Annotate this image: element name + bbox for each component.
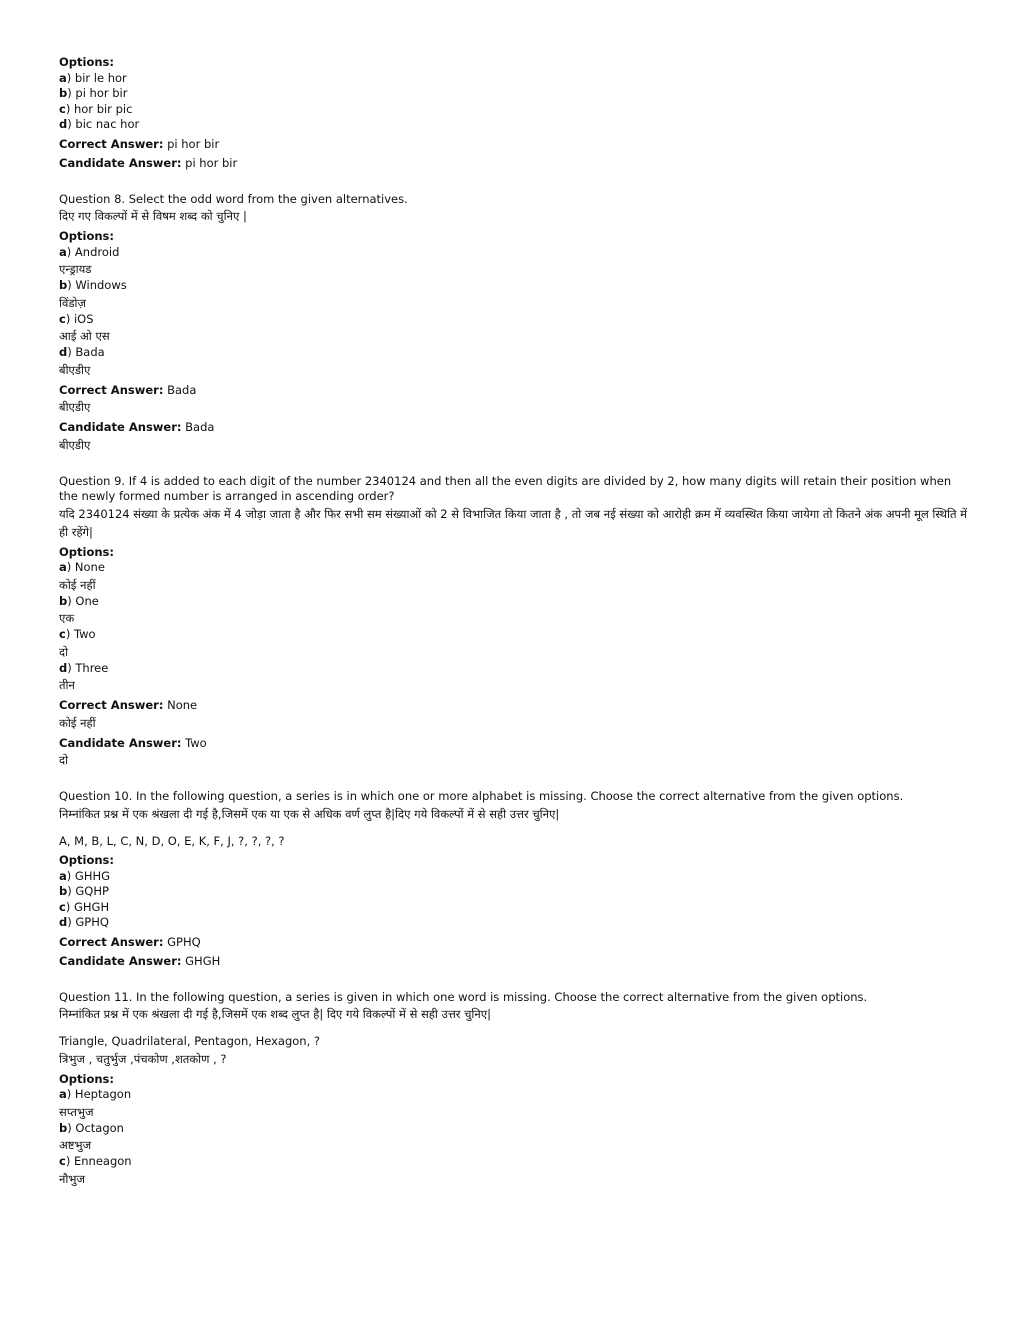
- candidate-answer: Candidate Answer: Two: [59, 735, 207, 750]
- option-b-hindi: अष्टभुज: [59, 1138, 92, 1152]
- option-c: c) iOS: [59, 311, 94, 326]
- question-text-hindi: निम्नांकित प्रश्न में एक श्रंखला दी गई है,जिसमें एक या एक से अधिक वर्ण लुप्त है|दिए गये विकल्पों में से सही उत्तर चुनिए|: [59, 806, 560, 821]
- option-a-hindi: सप्तभुज: [59, 1104, 94, 1119]
- correct-answer: Correct Answer: None: [59, 698, 198, 712]
- option-a: a) GHHG: [59, 868, 111, 883]
- option-b: b) One: [59, 593, 99, 608]
- question-11: [59, 990, 969, 1188]
- question-8: [59, 192, 969, 454]
- option-c: c) GHGH: [59, 899, 110, 914]
- correct-answer: Correct Answer: GPHQ: [59, 934, 201, 949]
- candidate-answer-hindi: बीएडीए: [59, 437, 91, 452]
- option-d: d) Bada: [59, 345, 105, 359]
- option-b: b) Octagon: [59, 1120, 124, 1135]
- candidate-answer: Candidate Answer: GHGH: [59, 954, 221, 968]
- option-a: a) None: [59, 560, 105, 574]
- options-label: Options:: [59, 55, 114, 69]
- correct-answer: Correct Answer: pi hor bir: [59, 136, 220, 151]
- question-series: A, M, B, L, C, N, D, O, E, K, F, J, ?, ?, ?, ?: [59, 833, 285, 848]
- option-c: c) Two: [59, 627, 96, 641]
- question-text: Question 11. In the following question, a series is given in which one word is missing. Choose the correct alternative from the given options.: [59, 989, 868, 1004]
- question-text-hindi: दिए गए विकल्पों में से विषम शब्द को चुनिए |: [59, 209, 247, 223]
- question-text: Question 8. Select the odd word from the given alternatives.: [59, 191, 408, 206]
- option-d-hindi: तीन: [59, 678, 75, 692]
- question-text-hindi: यदि 2340124 संख्या के प्रत्येक अंक में 4 जोड़ा जाता है और फिर सभी सम संख्याओं को 2 से विभाजित किया जाता है , तो जब नई संख्या को आरोही क्रम में व्यवस्थित किया जायेगा तो कितने अंक अपनी मूल स्थिति में ही रहेंगे|: [59, 506, 968, 539]
- options-label: Options:: [59, 544, 114, 559]
- question-paper: [59, 55, 969, 1188]
- candidate-answer: Candidate Answer: Bada: [59, 420, 215, 434]
- option-a: a) bir le hor: [59, 70, 127, 85]
- option-a: a) Heptagon: [59, 1087, 132, 1101]
- option-c: c) hor bir pic: [59, 101, 133, 116]
- option-d: d) bic nac hor: [59, 117, 140, 131]
- options-label: Options:: [59, 853, 114, 867]
- option-b-hindi: विंडोज़: [59, 295, 87, 310]
- option-c-hindi: नौभुज: [59, 1171, 85, 1186]
- option-d: d) GPHQ: [59, 915, 109, 929]
- correct-answer-hindi: बीएडीए: [59, 400, 91, 414]
- option-a-hindi: कोई नहीं: [59, 577, 96, 592]
- option-a: a) Android: [59, 244, 120, 259]
- question-text-hindi: निम्नांकित प्रश्न में एक श्रंखला दी गई है,जिसमें एक शब्द लुप्त है| दिए गये विकल्पों में से सही उत्तर चुनिए|: [59, 1007, 492, 1021]
- question-text: Question 9. If 4 is added to each digit of the number 2340124 and then all the even digits are divided by 2, how many digits will retain their position when the newly formed number is arranged in ascending order?: [59, 473, 952, 503]
- option-b: b) GQHP: [59, 884, 109, 898]
- question-9: [59, 474, 969, 770]
- option-b: b) Windows: [59, 278, 127, 292]
- options-label: Options:: [59, 1071, 114, 1086]
- option-d-hindi: बीएडीए: [59, 362, 91, 377]
- question-text: Question 10. In the following question, a series is in which one or more alphabet is missing. Choose the correct alternative from the given options.: [59, 789, 904, 803]
- correct-answer: Correct Answer: Bada: [59, 382, 197, 397]
- question-series: Triangle, Quadrilateral, Pentagon, Hexagon, ?: [59, 1034, 320, 1048]
- question-10: [59, 789, 969, 970]
- option-c-hindi: आई ओ एस: [59, 329, 110, 343]
- option-c: c) Enneagon: [59, 1154, 132, 1168]
- option-a-hindi: एन्ड्रायड: [59, 262, 92, 276]
- option-b-hindi: एक: [59, 611, 75, 625]
- option-b: b) pi hor bir: [59, 86, 128, 100]
- option-c-hindi: दो: [59, 644, 69, 659]
- correct-answer-hindi: कोई नहीं: [59, 715, 96, 730]
- option-d: d) Three: [59, 660, 109, 675]
- candidate-answer-hindi: दो: [59, 753, 69, 767]
- candidate-answer: Candidate Answer: pi hor bir: [59, 156, 238, 170]
- options-label: Options:: [59, 229, 114, 243]
- question-7-tail: [59, 55, 969, 172]
- question-series-hindi: त्रिभुज , चतुर्भुज ,पंचकोण ,शतकोण , ?: [59, 1051, 227, 1066]
